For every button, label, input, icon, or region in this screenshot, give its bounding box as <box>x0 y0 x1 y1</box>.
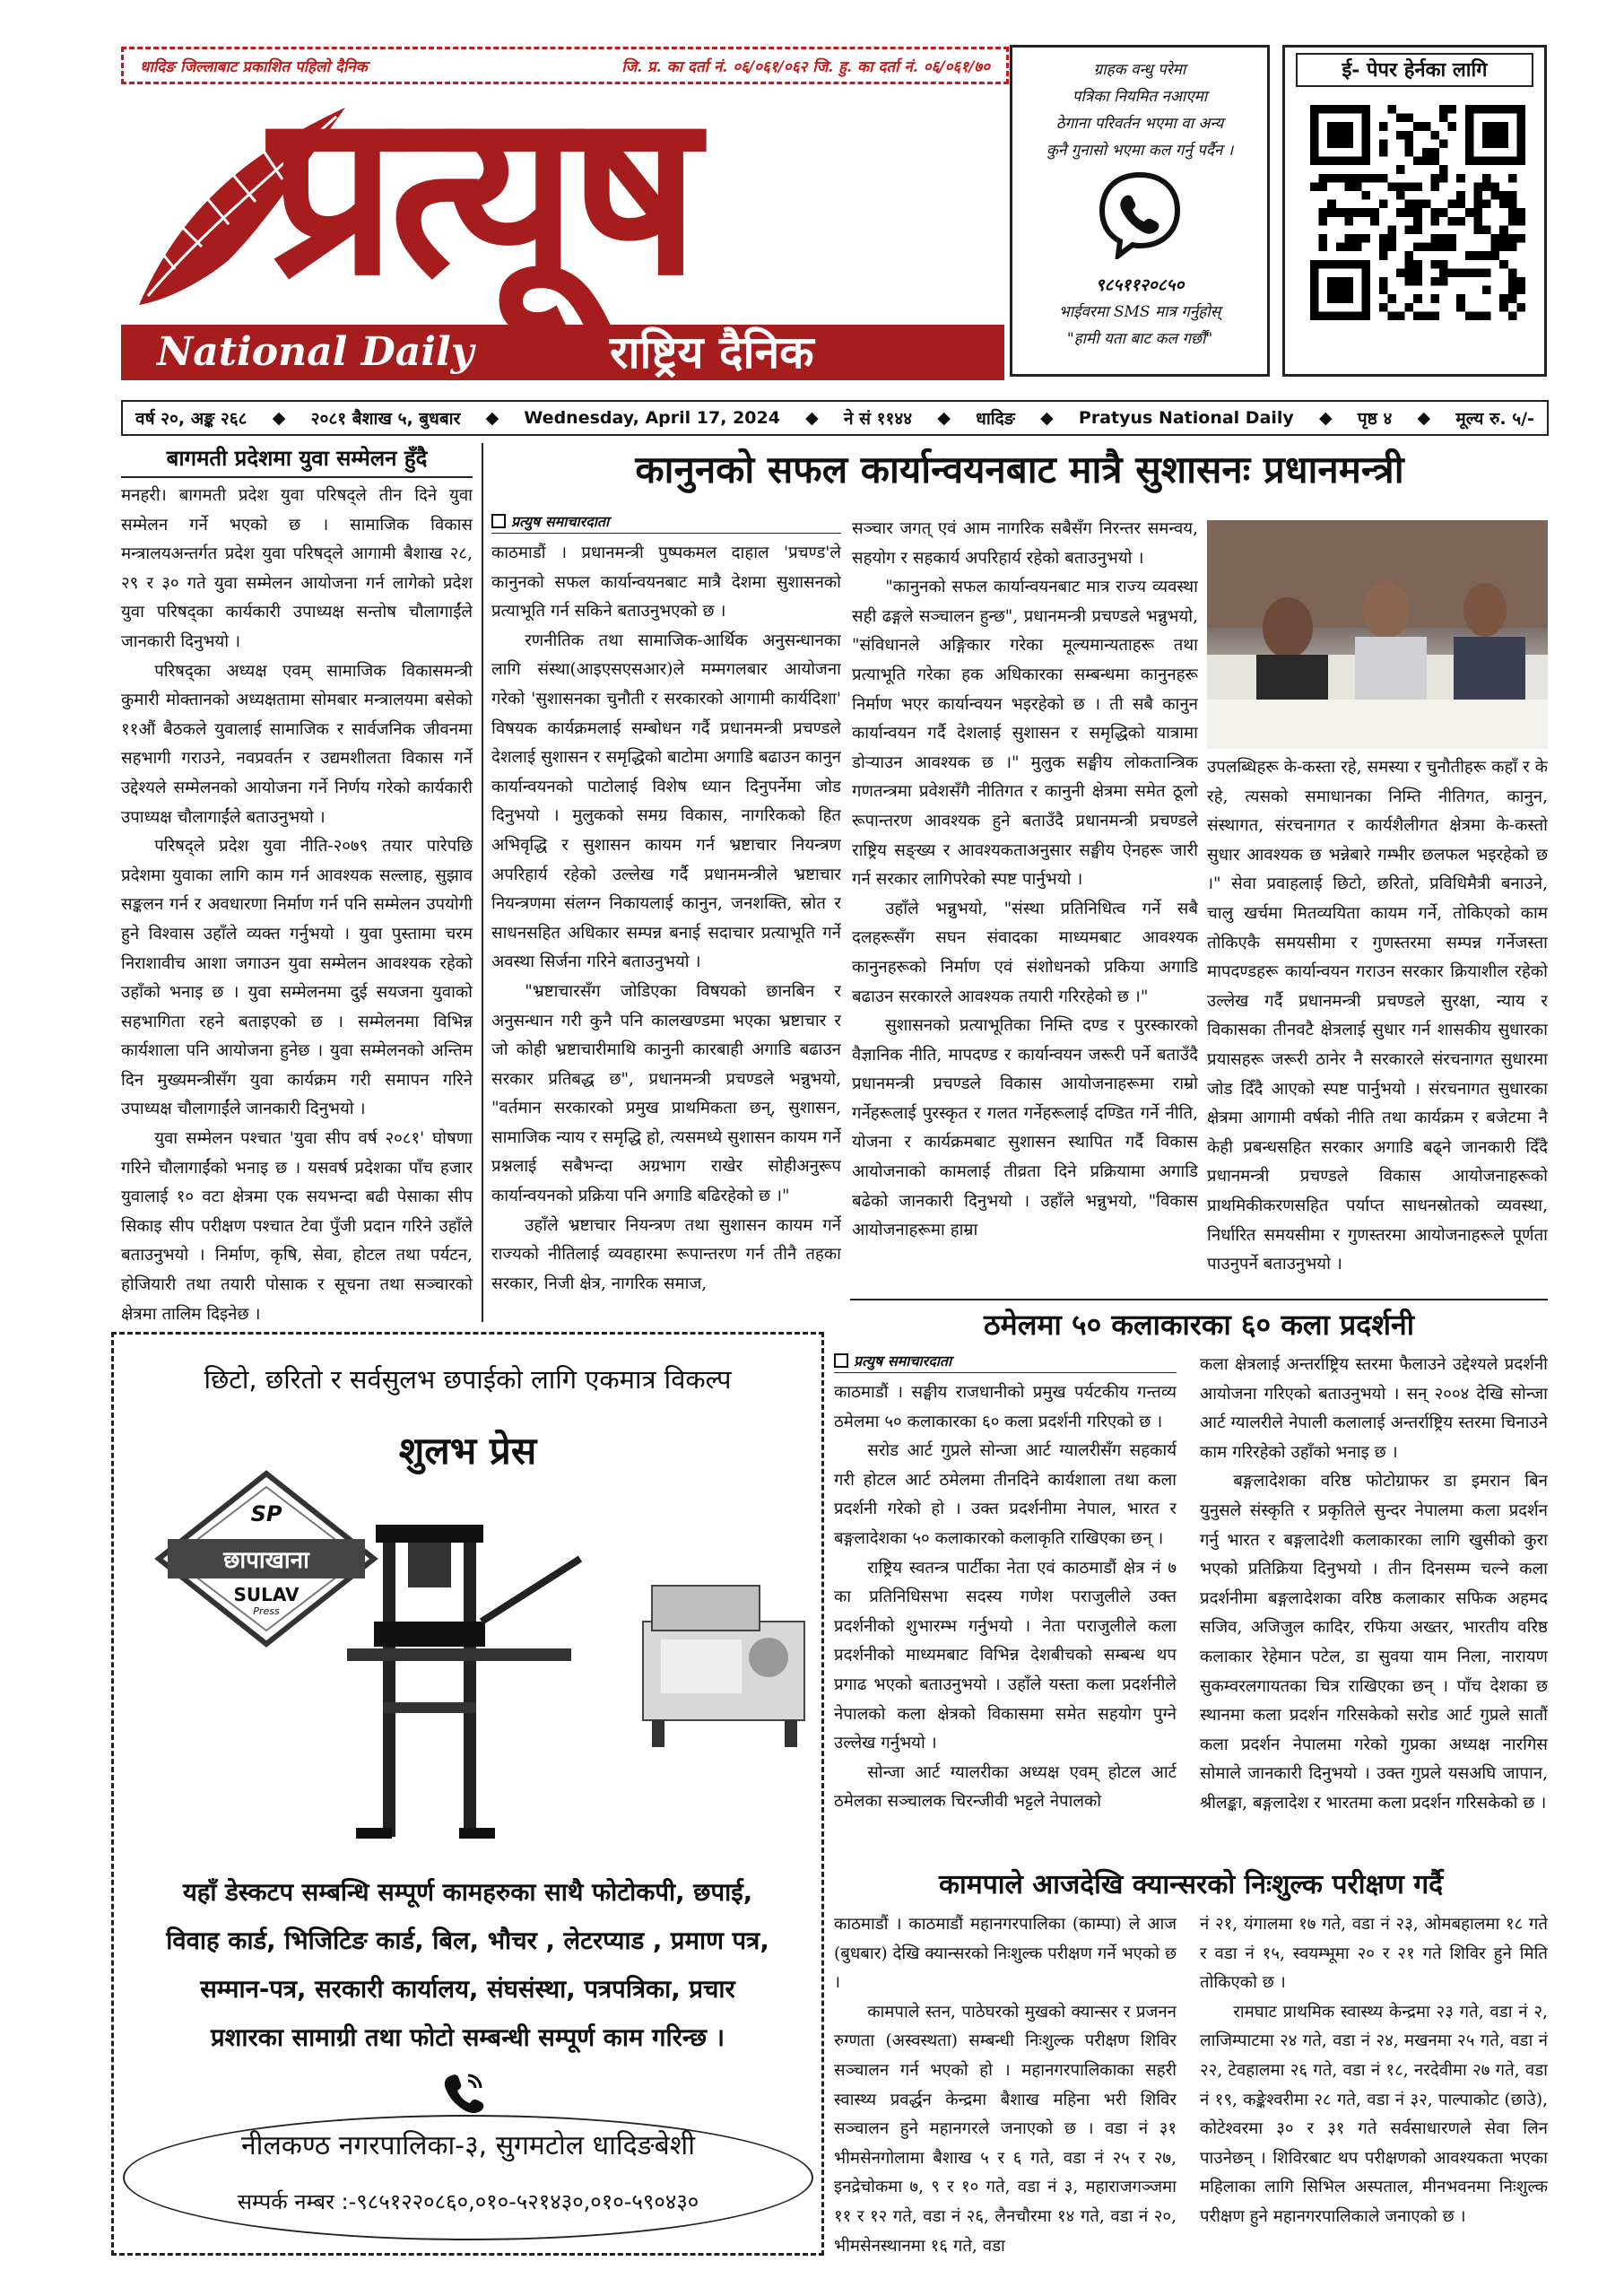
qr-code[interactable] <box>1310 105 1525 320</box>
cancer-story-col1 <box>834 1910 1177 2265</box>
subscriber-notice-box <box>1010 45 1270 377</box>
paragraph: कामपाले स्तन, पाठेघरको मुखको क्यान्सर र प्रजनन रुग्णता (अस्वस्थता) सम्बन्धी निःशुल्क परीक्षण शिविर सञ्चालन गर्न भएको हो । महानगरपालिकाका सहरी स्वास्थ्य प्रवर्द्धन केन्द्रमा बैशाख महिना भरी शिविर सञ्चालन हुने महानगरले जनाएको छ । वडा नं ३१ भीमसेनगोलामा बैशाख ५ र ६ गते, वडा नं २५ र २७, इनद्रेचोकमा ७, ९ र १० गते, वडा नं ३, महाराजगञ्जमा ११ र १२ गते, वडा नं २६, लैनचौरमा १४ गते, वडा नं २०, भीमसेनस्थानमा १६ गते, वडा <box>834 2002 1177 2256</box>
price: मूल्य रु. ५/- <box>1455 409 1534 429</box>
notice-line-3: ठेगाना परिवर्तन भएमा वा अन्य <box>1055 115 1224 133</box>
paragraph: उहाँले भन्नुभयो, "संस्था प्रतिनिधित्व गर्ने सबै दलहरूसँग सघन संवादका माध्यमबाट आवश्यक कानुनहरूको निर्माण एवं संशोधनको प्रकिया अगाडि बढाउन सरकारले आवश्यक तयारी गरिरहेको छ ।" <box>852 899 1198 1006</box>
column-rule <box>482 443 483 1322</box>
paragraph: काठमाडौं । सङ्घीय राजधानीको प्रमुख पर्यटकीय गन्तव्य ठमेलमा ५० कलाकारका ६० कला प्रदर्शनी गरिएको छ । <box>834 1383 1177 1431</box>
ad-contact: सम्पर्क नम्बर :-९८५१२२०८६०,०१०-५२१४३०,०१०-५९०४३० <box>237 2189 699 2214</box>
bullet: ◆ <box>1417 408 1431 428</box>
byline-box-icon <box>834 1353 848 1368</box>
masthead-title: प्रत्यूष <box>269 90 693 325</box>
cancer-story-col2 <box>1200 1910 1548 2265</box>
paper-name: Pratyus National Daily <box>1078 408 1294 428</box>
logo-sub: SULAV <box>233 1584 300 1605</box>
lead-story-col1 <box>491 511 841 1337</box>
byline-box-icon <box>491 514 506 528</box>
cancer-headline: कामपाले आजदेखि क्यान्सरको निःशुल्क परीक्षण गर्दै <box>938 1869 1444 1900</box>
paragraph: "भ्रष्टाचारसँग जोडिएका विषयको छानबिन र अनुसन्धान गरी कुनै पनि कालखण्डमा भएका भ्रष्टाचार र जो कोही भ्रष्टाचारीमाथि कानुनी कारबाही अगाडि बढाउन सरकार प्रतिबद्ध छ", प्रधानमन्त्री प्रचण्डले भन्नुभयो, "वर्तमान सरकारको प्रमुख प्राथमिकता छन्, सुशासन, सामाजिक न्याय र समृद्धि हो, त्यसमध्ये सुशासन कायम गर्ने प्रश्नलाई सबैभन्दा अग्रभाग राखेर सोहीअनुरूप कार्यान्वयनको प्रक्रिया पनि अगाडि बढिरहेको छ ।" <box>491 981 841 1206</box>
issue-info-bar <box>121 400 1549 436</box>
paragraph: रणनीतिक तथा सामाजिक-आर्थिक अनुसन्धानका लागि संस्था(आइएसएसआर)ले मम्मगलबार आयोजना गरेको 'सुशासनका चुनौती र सरकारको आगामी कार्यदिशा' विषयक कार्यक्रमलाई सम्बोधन गर्दै प्रधानमन्त्री प्रचण्डले देशलाई सुशासन र समृद्धिको बाटोमा अगाडि बढाउन कानुन कार्यान्वयनको पाटोलाई विशेष ध्यान दिनुपर्नेमा जोड दिनुभयो । मुलुकको समग्र विकास, नागरिकको हित अभिवृद्धि र सुशासन कायम गर्न भ्रष्टाचार नियन्त्रण अपरिहार्य रहेको उल्लेख गर्दै प्रधानमन्त्रीले भ्रष्टाचार नियन्त्रणमा संलग्न निकायलाई कानुन, जनशक्ति, स्रोत र साधनसहित अधिकार सम्पन्न बनाई सदाचार प्रत्याभूति गर्ने अवस्था सिर्जना गरिने बताउनुभयो । <box>491 631 841 972</box>
place: धादिङ <box>976 409 1015 429</box>
strip-left-text: धादिङ जिल्लाबाट प्रकाशित पहिलो दैनिक <box>140 57 368 76</box>
paragraph: परिषद्ले प्रदेश युवा नीति-२०७९ तयार पारेपछि प्रदेशमा युवाका लागि काम गर्न आवश्यक सल्लाह, सुझाव सङ्कलन गर्न र अवधारणा निर्माण गर्न पनि सम्मेलन उपयोगी हुने विश्वास उहाँले व्यक्त गर्नुभयो । युवा पुस्तामा चरम निराशावीच आशा जगाउन युवा सम्मेलन आवश्यक रहेको उहाँको भनाइ छ । युवा सम्मेलनमा दुई सयजना युवाको सहभागिता रहने बताइएको छ । सम्मेलनमा विभिन्न कार्यशाला पनि आयोजना हुनेछ । युवा सम्मेलनको अन्तिम दिन मुख्यमन्त्रीसँग युवा कार्यक्रम गरी समापन गरिने उपाध्यक्ष चौलागाईंले जानकारी दिनुभयो । <box>121 837 473 1119</box>
nepal-era: ने सं ११४४ <box>843 409 913 429</box>
bullet: ◆ <box>1319 408 1333 428</box>
page-number: पृष्ठ ४ <box>1357 409 1393 429</box>
story-headline: बागमती प्रदेशमा युवा सम्मेलन हुँदै <box>121 443 473 478</box>
bullet: ◆ <box>805 408 819 428</box>
pm-event-photo <box>1207 520 1548 749</box>
paragraph: काठमाडौं । काठमाडौं महानगरपालिका (काम्पा) ले आज (बुधबार) देखि क्यान्सरको निःशुल्क परीक्षण गर्ने भएको छ । <box>834 1915 1177 1993</box>
story-body <box>121 482 473 1348</box>
bullet: ◆ <box>272 408 286 428</box>
bullet: ◆ <box>485 408 499 428</box>
notice-line-4: कुनै गुनासो भएमा कल गर्नु पर्दैन । <box>1046 142 1234 160</box>
notice-line-2: पत्रिका नियमित नआएमा <box>1072 88 1208 106</box>
paragraph: सोन्जा आर्ट ग्यालरीका अध्यक्ष एवम् होटल आर्ट ठमेलका सञ्चालक चिरन्जीवी भट्टले नेपालको <box>834 1762 1177 1812</box>
story-body <box>834 1378 1177 1852</box>
notice-quote: "हामी यता बाट कल गर्छौं" <box>1066 330 1213 348</box>
paragraph: उहाँले भ्रष्टाचार नियन्त्रण तथा सुशासन कायम गर्ने राज्यको नीतिलाई व्यवहारमा रूपान्तरण गर्न तीनै तहका सरकार, निजी क्षेत्र, नागरिक समाज, <box>491 1215 841 1293</box>
paragraph: राष्ट्रिय स्वतन्त्र पार्टीका नेता एवं काठमाडौं क्षेत्र नं ७ का प्रतिनिधिसभा सदस्य गणेश पराजुलीले उक्त प्रदर्शनीको शुभारम्भ गर्नुभयो । नेता पराजुलीले कला प्रदर्शनीको माध्यमबाट विभिन्न देशबीचको सम्बन्ध थप प्रगाढ भएको बताउनुभयो । उहाँले यस्ता कला प्रदर्शनीले नेपालको कला क्षेत्रको विकासमा समेत सहयोग पुग्ने उल्लेख गर्नुभयो । <box>834 1558 1177 1753</box>
epaper-qr-box <box>1282 45 1547 377</box>
logo-text: छापाखाना <box>223 1547 309 1574</box>
date-english: Wednesday, April 17, 2024 <box>524 408 780 428</box>
paragraph: युवा सम्मेलन पश्चात 'युवा सीप वर्ष २०८१' घोषणा गरिने चौलागाईंको भनाइ छ । यसवर्ष प्रदेशका पाँच हजार युवालाई १० वटा क्षेत्रमा एक सयभन्दा बढी पेसाका सीप सिकाइ सीप परीक्षण पश्चात टेवा पुँजी प्रदान गरिने उहाँले बताउनुभयो । निर्माण, कृषि, सेवा, होटल तथा पर्यटन, होजियारी तथा तयारी पोसाक र सूचना तथा सञ्चारको क्षेत्रमा तालिम दिइनेछ । <box>121 1129 473 1324</box>
logo-initials: SP <box>250 1501 282 1526</box>
ad-address: नीलकण्ठ नगरपालिका-३, सुगमटोल धादिङबेशी <box>241 2130 695 2161</box>
ad-services <box>132 1868 803 2062</box>
lead-headline: कानुनको सफल कार्यान्वयनबाट मात्रै सुशासनः प्रधानमन्त्री <box>635 448 1404 491</box>
bullet: ◆ <box>1040 408 1054 428</box>
art-story-col1 <box>834 1351 1177 1852</box>
service-line: प्रशारका सामाग्री तथा फोटो सम्बन्धी सम्पूर्ण काम गरिन्छ । <box>211 2023 725 2052</box>
service-line: सम्मान-पत्र, सरकारी कार्यालय, संघसंस्था, पत्रपत्रिका, प्रचार <box>200 1975 735 2004</box>
story-body <box>834 1910 1177 2265</box>
ad-tagline: छिटो, छरितो र सर्वसुलभ छपाईको लागि एकमात्र विकल्प <box>204 1364 732 1395</box>
hand-press-illustration <box>320 1505 589 1864</box>
art-headline: ठमेलमा ५० कलाकारका ६० कला प्रदर्शनी <box>983 1308 1415 1342</box>
sulav-press-ad <box>111 1332 824 2256</box>
offset-press-illustration <box>634 1550 813 1756</box>
story-body <box>852 515 1198 1322</box>
paragraph: कला क्षेत्रलाई अन्तर्राष्ट्रिय स्तरमा फैलाउने उद्देश्यले प्रदर्शनी आयोजना गरिएको बताउनुभयो । सन् २००४ देखि सोन्जा आर्ट ग्यालरीले नेपाली कलालाई अन्तर्राष्ट्रिय स्तरमा चिनाउने काम गरिरहेको उहाँको भनाइ छ । <box>1200 1355 1548 1462</box>
notice-sms: भाईवरमा SMS मात्र गर्नुहोस् <box>1058 303 1221 321</box>
paragraph: परिषद्का अध्यक्ष एवम् सामाजिक विकासमन्त्री कुमारी मोक्तानको अध्यक्षतामा सोमबार मन्त्रालयमा बसेको ११औं बैठकले युवालाई सामाजिक र सार्वजनिक जीवनमा सहभागी गराउने, नवप्रवर्तन र उद्यमशीलता विकास गर्ने उद्देश्यले सम्मेलनको आयोजना गर्ने निर्णय गरेको कार्यकारी उपाध्यक्ष चौलागाईंले बताउनुभयो । <box>121 661 473 827</box>
notice-line-1: ग्राहक वन्धु परेमा <box>1093 61 1186 79</box>
bullet: ◆ <box>937 408 951 428</box>
notice-phone: ९८५११२०८५० <box>1095 275 1185 295</box>
registration-strip <box>121 47 1009 84</box>
date-nepali: २०८१ बैशाख ५, बुधबार <box>310 409 461 429</box>
viber-phone-icon <box>1095 170 1185 259</box>
story-youth-conference <box>121 443 473 1348</box>
phone-icon <box>441 2070 486 2115</box>
story-body <box>1200 1910 1548 2265</box>
byline-text: प्रत्युष समाचारदाता <box>854 1352 952 1370</box>
strip-right-text: जि. प्र. का दर्ता नं. ०६/०६१/०६२ जि. हु. का दर्ता नं. ०६/०६१/७० <box>621 57 990 76</box>
year-issue: वर्ष २०, अङ्क २६८ <box>135 409 248 429</box>
masthead-english: National Daily <box>157 329 474 375</box>
logo-tiny: Press <box>253 1605 280 1617</box>
ad-brand: शुलभ प्रेस <box>398 1429 537 1473</box>
story-body <box>1207 753 1548 1274</box>
paragraph: सरोड आर्ट गुप्रले सोन्जा आर्ट ग्यालरीसँग सहकार्य गरी होटल आर्ट ठमेलमा तीनदिने कार्यशाला तथा कला प्रदर्शनी गरेको हो । उक्त प्रदर्शनीमा नेपाल, भारत र बङ्गलादेशका ५० कलाकारको कलाकृति राखिएका छन् । <box>834 1441 1177 1548</box>
paragraph: मनहरी। बागमती प्रदेश युवा परिषद्ले तीन दिने युवा सम्मेलन गर्ने भएको छ । सामाजिक विकास मन्त्रालयअन्तर्गत प्रदेश युवा परिषद्ले आगामी बैशाख २८, २९ र ३० गते युवा सम्मेलन आयोजना गर्न लागेको प्रदेश युवा परिषद्का कार्यकारी उपाध्यक्ष सन्तोष चौलागाईंले जानकारी दिनुभयो । <box>121 486 473 651</box>
masthead <box>121 90 1004 386</box>
paragraph: काठमाडौं । प्रधानमन्त्री पुष्पकमल दाहाल 'प्रचण्ड'ले कानुनको सफल कार्यान्वयनबाट मात्रै देशमा सुशासनको प्रत्याभूति गर्न सकिने बताउनुभएको छ । <box>491 544 841 622</box>
byline <box>491 511 841 534</box>
epaper-label: ई- पेपर हेर्नका लागि <box>1296 53 1533 87</box>
lead-story-col2 <box>852 515 1198 1322</box>
paragraph: रामघाट प्राथमिक स्वास्थ्य केन्द्रमा २३ गते, वडा नं २, लाजिम्पाटमा २४ गते, वडा नं २४, मखनमा २५ गते, वडा नं २२, टेवहालमा २६ गते, वडा नं १८, नरदेवीमा २७ गते, वडा नं १९, कङ्केश्वरीमा २८ गते, वडा नं ३२, पाल्पाकोट (छाउे), कोटेश्वरमा ३० र ३१ गते सर्वसाधारणले सेवा लिन पाउनेछन् । शिविरबाट थप परीक्षणको आवश्यकता भएका महिलाका लागि सिभिल अस्पताल, मीनभवनमा निःशुल्क परीक्षण हुने महानगरपालिकाले जनाएको छ । <box>1200 2002 1548 2226</box>
paragraph: सुशासनको प्रत्याभूतिका निम्ति दण्ड र पुरस्कारको वैज्ञानिक नीति, मापदण्ड र कार्यान्वयन जरूरी पर्ने बताउँदै प्रधानमन्त्री प्रचण्डले विकास आयोजनाहरूमा राम्रो गर्नेहरूलाई पुरस्कृत र गलत गर्नेहरूलाई दण्डित गर्ने नीति, योजना र कार्यक्रमबाट सुशासन स्थापित गर्दै विकास आयोजनाको कामलाई तीव्रता दिने प्रक्रियामा अगाडि बढेको जानकारी दिनुभयो । उहाँले भन्नुभयो, "विकास आयोजनाहरूमा हाम्रा <box>852 1016 1198 1240</box>
paragraph: उपलब्धिहरू के-कस्ता रहे, समस्या र चुनौतीहरू कहाँ र के रहे, त्यसको समाधानका निम्ति नीतिगत, कानुन, संस्थागत, संरचनागत र कार्यशैलीगत क्षेत्रमा के-कस्तो सुधार आवश्यक छ भन्नेबारे गम्भीर छलफल भइरहेको छ ।" सेवा प्रवाहलाई छिटो, छरितो, प्रविधिमैत्री बनाउने, चालु खर्चमा मितव्ययिता कायम गर्ने, तोकिएको काम तोकिएकै समयसीमा र गुणस्तरमा सम्पन्न गर्नेजस्ता मापदण्डहरू कार्यान्वयन गराउन सरकार क्रियाशील रहेको उल्लेख गर्दै प्रधानमन्त्री प्रचण्डले सुरक्षा, न्याय र विकासका तीनवटै क्षेत्रलाई सुधार गर्न शासकीय सुधारका प्रयासहरू जरूरी ठानेर नै सरकारले संरचनागत सुधारमा जोड दिँदै आएको स्पष्ट पार्नुभयो । संरचनागत सुधारका क्षेत्रमा आगामी वर्षको नीति तथा कार्यक्रम र बजेटमा नै केही प्रबन्धसहित सरकार अगाडि बढ्ने जानकारी दिँदै प्रधानमन्त्री प्रचण्डले विकास आयोजनाहरूको प्राथमिकीकरणसहित पर्याप्त साधनस्रोतको व्यवस्था, निर्धारित समयसीमा र गुणस्तरमा आयोजनाहरूले पूर्णता पाउनुपर्ने बताउनुभयो । <box>1207 758 1548 1274</box>
section-rule <box>850 1299 1548 1300</box>
story-body <box>1200 1351 1548 1867</box>
service-line: विवाह कार्ड, भिजिटिङ कार्ड, बिल, भौचर , लेटरप्याड , प्रमाण पत्र, <box>166 1926 769 1955</box>
lead-story-col3 <box>1207 753 1548 1274</box>
paragraph: नं २१, यंगालमा १७ गते, वडा नं २३, ओमबहालमा १८ गते र वडा नं १५, स्वयम्भूमा २० र २१ गते शिविर हुने मिति तोकिएको छ । <box>1200 1915 1548 1993</box>
paragraph: सञ्चार जगत् एवं आम नागरिक सबैसँग निरन्तर समन्वय, सहयोग र सहकार्य अपरिहार्य रहेको बताउनुभयो । <box>852 519 1198 568</box>
byline-text: प्रत्युष समाचारदाता <box>511 513 610 530</box>
masthead-nepali: राष्ट्रिय दैनिक <box>610 326 814 378</box>
story-body <box>491 539 841 1337</box>
paragraph: "कानुनको सफल कार्यान्वयनबाट मात्र राज्य व्यवस्था सही ढङ्गले सञ्चालन हुन्छ", प्रधानमन्त्री प्रचण्डले भन्नुभयो, "संविधानले अङ्गिकार गरेका मूल्यमान्यताहरू तथा प्रत्याभूति गरेका हक अधिकारका सम्बन्धमा कानुनहरू निर्माण भएर कार्यान्वयन भइरहेको छ । ती सबै कानुन कार्यान्वयन गर्दै देशलाई सुशासन र समृद्धिको यात्रामा डोऱ्याउन आवश्यक छ ।" मुलुक सङ्घीय लोकतान्त्रिक गणतन्त्रमा प्रवेशसँगै नीतिगत र कानुनी क्षेत्रमा समेत ठूलो रूपान्तरण आवश्यक हुने बताउँदै प्रधानमन्त्री प्रचण्डले राष्ट्रिय सङ्ख्य र आवश्यकताअनुसार सङ्घीय ऐनहरू जारी गर्न सरकार लागिपरेको स्पष्ट पार्नुभयो । <box>852 578 1198 890</box>
photo-illustration <box>1207 520 1548 749</box>
service-line: यहाँ डेस्कटप सम्बन्धि सम्पूर्ण कामहरुका साथै फोटोकपी, छपाई, <box>182 1878 753 1907</box>
art-story-col2 <box>1200 1351 1548 1867</box>
byline <box>834 1351 1177 1373</box>
paragraph: बङ्गलादेशका वरिष्ठ फोटोग्राफर डा इमरान बिन युनुसले संस्कृति र प्रकृतिले सुन्दर नेपालमा कला प्रदर्शन गर्नु भारत र बङ्गलादेशी कलाकारका लागि खुसीको कुरा भएको प्रतिक्रिया दिनुभयो । तीन दिनसम्म चल्ने कला प्रदर्शनीमा बङ्गलादेशका वरिष्ठ कलाकार सफिक अहमद सजिव, अजिजुल कादिर, रफिया अख्तर, भारतीय वरिष्ठ कलाकार रेहेमान पटेल, डा सुवया याम निला, नारायण सुकम्वरलगायतका चित्र राखिएका छन् । पाँच देशका छ स्थानमा कला प्रदर्शन गरिसकेको सरोड आर्ट गुप्रले सातौं कला प्रदर्शन नेपालमा गरेको गुप्रका अध्यक्ष नारगिस सोमाले जानकारी दिनुभयो । उक्त गुप्रले यसअघि जापान, श्रीलङ्का, बङ्गलादेश र भारतमा कला प्रदर्शन गरिसकेको छ । <box>1200 1472 1548 1813</box>
